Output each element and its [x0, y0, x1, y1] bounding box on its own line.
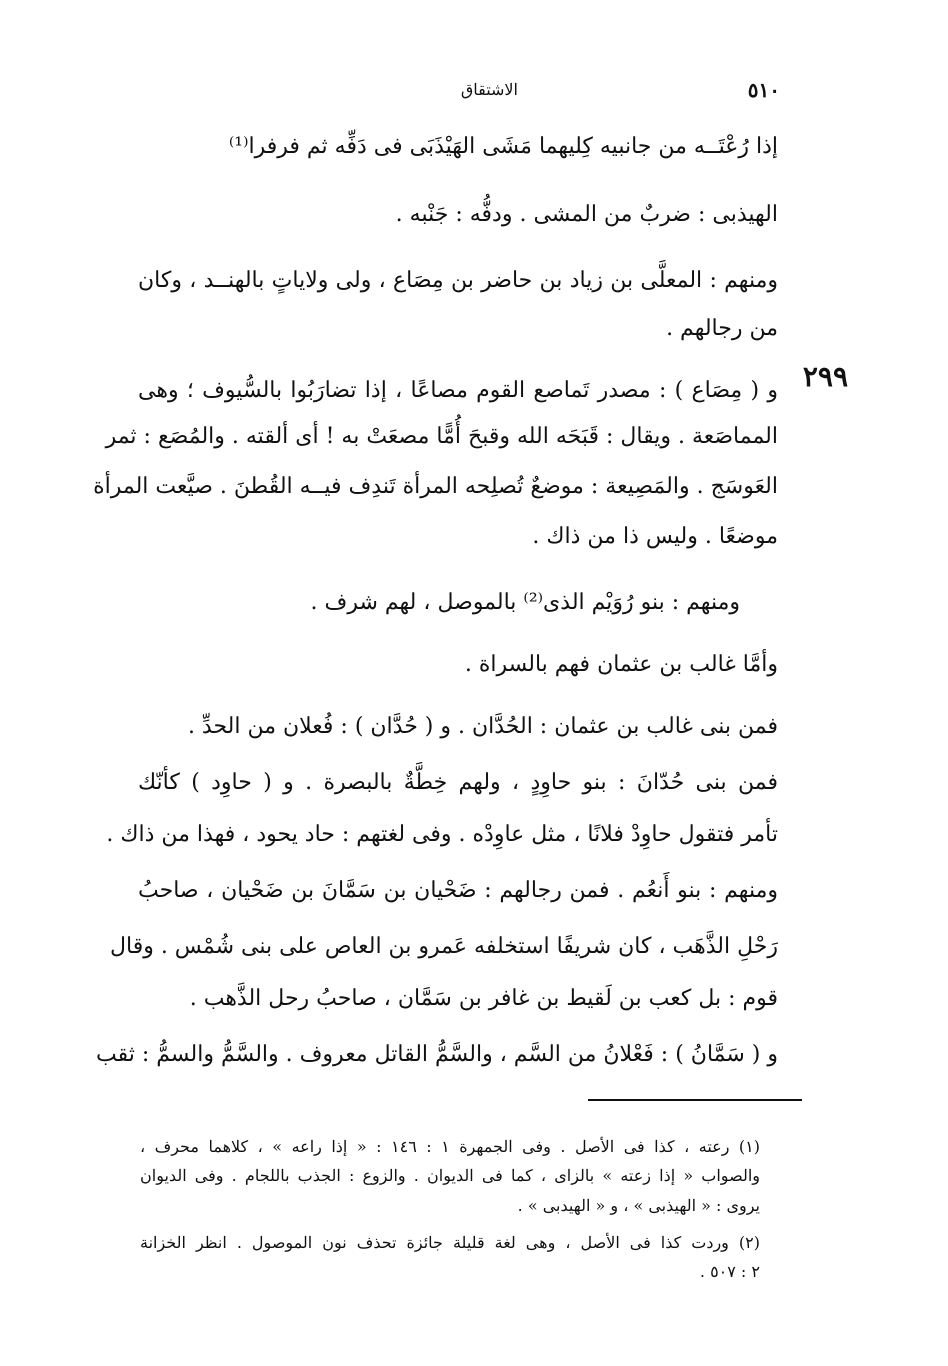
body-line: وأمَّا غالب بن عثمان فهم بالسراة .	[464, 652, 778, 677]
footnote-line: (٢) وردت كذا فى الأصل ، وهى لغة قليلة جائزة تحذف نون الموصول . انظر الخزانة	[140, 1233, 760, 1252]
body-line: العَوسَج . والمَصِيعة : موضعٌ تُصلِحه المرأة تَندِف فيــه القُطنَ . صيَّعت المرأة	[93, 474, 778, 499]
body-line: و ( مِصَاع ) : مصدر تَماصع القوم مصاعًا ، إذا تضارَبُوا بالسُّيوف ؛ وهى	[138, 378, 778, 403]
body-line: تأمر فتقول حاوِدْ فلانًا ، مثل عاوِدْه . وفى لغتهم : حاد يحود ، فهذا من ذاك .	[106, 822, 778, 847]
body-line: فمن بنى غالب بن عثمان : الحُدَّان . و ( حُدَّان ) : فُعلان من الحدِّ .	[187, 714, 778, 739]
page-header	[0, 78, 948, 108]
footnote-line: يروى : « الهيذبى » ، و « الهيدبى » .	[517, 1196, 760, 1215]
running-title: الاشتقاق	[460, 80, 518, 99]
footnote-rule	[588, 1099, 802, 1101]
body-line: موضعًا . وليس ذا من ذاك .	[532, 524, 778, 549]
body-line: ومنهم : بنو أَنعُم . فمن رجالهم : ضَحْيان بن سَمَّانَ بن ضَحْيان ، صاحبُ	[138, 878, 778, 903]
page-number: ٥١٠	[747, 78, 780, 102]
body-line: رَحْلِ الذَّهَب ، كان شريفًا استخلفه عَمرو بن العاص على بنى شُمْس . وقال	[110, 934, 778, 959]
body-line: من رجالهم .	[666, 316, 778, 341]
body-line: الهيذبى : ضربٌ من المشى . ودفُّه : جَنْبه .	[395, 202, 778, 227]
body-line: ومنهم : المعلَّى بن زياد بن حاضر بن مِصَاع ، ولى ولاياتٍ بالهنــد ، وكان	[138, 268, 778, 293]
footnote-line: (١) رعته ، كذا فى الأصل . وفى الجمهرة ١ : ١٤٦ : « إذا راعه » ، كلاهما محرف ،	[140, 1137, 761, 1156]
body-line: و ( سَمَّانُ ) : فَعْلانُ من السَّم ، والسَّمُّ القاتل معروف . والسَّمُّ والسمُّ : ثقب	[95, 1042, 778, 1067]
body-line: قوم : بل كعب بن لَقيط بن غافر بن سَمَّان ، صاحبُ رحل الذَّهب .	[189, 986, 778, 1011]
footnote-line: ٢ : ٥٠٧ .	[699, 1262, 760, 1281]
body-line: ومنهم : بنو رُوَيْم الذى⁽²⁾ بالموصل ، لهم شرف .	[310, 590, 740, 615]
entry-number: ٢٩٩	[802, 360, 848, 393]
footnote-line: والصواب « إذا زعته » بالزاى ، كما فى الديوان . والزوع : الجذب باللجام . وفى الديوان	[140, 1166, 760, 1185]
body-line: المماصَعة . ويقال : قَبَحَه الله وقبحَ أُمًّا مصعَتْ به ! أى ألقته . والمُصَع : ثمر	[105, 424, 778, 449]
verse-line: إذا رُعْتَــه من جانبيه كِليهما مَشَى الهَيْذَبَى فى دَفِّه ثم فرفرا⁽¹⁾	[228, 134, 778, 159]
body-line: فمن بنى حُدّانَ : بنو حاوِدٍ ، ولهم خِطَّةٌ بالبصرة . و ( حاوِد ) كأنّك	[138, 770, 778, 795]
